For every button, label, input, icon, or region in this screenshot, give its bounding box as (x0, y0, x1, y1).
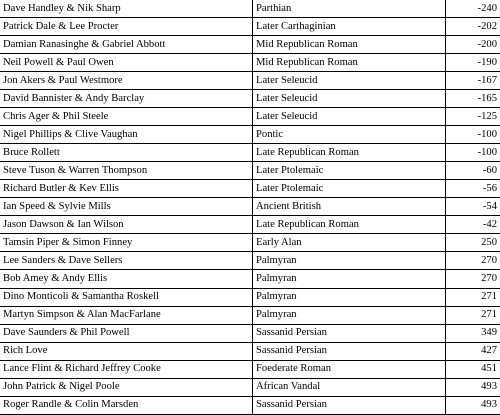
army-cell[interactable]: Palmyran (253, 306, 446, 324)
players-cell[interactable]: Rich Love (0, 342, 253, 360)
table-row (0, 36, 500, 54)
score-cell[interactable]: 270 (446, 252, 500, 270)
army-cell[interactable]: Mid Republican Roman (253, 54, 446, 72)
army-cell[interactable]: Mid Republican Roman (253, 36, 446, 54)
army-cell[interactable]: Ancient British (253, 198, 446, 216)
score-cell[interactable]: -165 (446, 90, 500, 108)
score-cell[interactable]: -42 (446, 216, 500, 234)
players-cell[interactable]: Neil Powell & Paul Owen (0, 54, 253, 72)
table-row (0, 216, 500, 234)
table-row (0, 144, 500, 162)
players-cell[interactable]: Roger Randle & Colin Marsden (0, 396, 253, 414)
table-row (0, 72, 500, 90)
score-cell[interactable]: 271 (446, 306, 500, 324)
army-cell[interactable]: Later Ptolemaic (253, 180, 446, 198)
table-row (0, 18, 500, 36)
army-cell[interactable]: Foederate Roman (253, 360, 446, 378)
army-cell[interactable]: Later Seleucid (253, 108, 446, 126)
players-cell[interactable]: Dave Handley & Nik Sharp (0, 0, 253, 18)
table-row (0, 162, 500, 180)
score-cell[interactable]: -54 (446, 198, 500, 216)
table-row (0, 0, 500, 18)
table-row (0, 108, 500, 126)
score-cell[interactable]: 451 (446, 360, 500, 378)
score-cell[interactable]: -167 (446, 72, 500, 90)
score-cell[interactable]: -60 (446, 162, 500, 180)
table-row (0, 234, 500, 252)
table-row (0, 306, 500, 324)
players-cell[interactable]: Nigel Phillips & Clive Vaughan (0, 126, 253, 144)
score-cell[interactable]: -100 (446, 144, 500, 162)
score-cell[interactable]: 271 (446, 288, 500, 306)
table-row (0, 360, 500, 378)
army-cell[interactable]: Later Seleucid (253, 90, 446, 108)
players-cell[interactable]: Tamsin Piper & Simon Finney (0, 234, 253, 252)
army-cell[interactable]: Palmyran (253, 270, 446, 288)
score-cell[interactable]: -202 (446, 18, 500, 36)
table-row (0, 270, 500, 288)
players-cell[interactable]: Jon Akers & Paul Westmore (0, 72, 253, 90)
army-cell[interactable]: Later Seleucid (253, 72, 446, 90)
table-row (0, 342, 500, 360)
players-cell[interactable]: Bob Amey & Andy Ellis (0, 270, 253, 288)
table-row (0, 288, 500, 306)
table-row (0, 90, 500, 108)
score-cell[interactable]: 493 (446, 396, 500, 414)
army-cell[interactable]: Later Ptolemaic (253, 162, 446, 180)
players-cell[interactable]: Richard Butler & Kev Ellis (0, 180, 253, 198)
players-cell[interactable]: Lance Flint & Richard Jeffrey Cooke (0, 360, 253, 378)
score-cell[interactable]: 349 (446, 324, 500, 342)
score-cell[interactable]: -240 (446, 0, 500, 18)
table-row (0, 324, 500, 342)
army-cell[interactable]: Late Republican Roman (253, 216, 446, 234)
score-cell[interactable]: 427 (446, 342, 500, 360)
players-cell[interactable]: Lee Sanders & Dave Sellers (0, 252, 253, 270)
table-row (0, 54, 500, 72)
table-row (0, 252, 500, 270)
players-cell[interactable]: David Bannister & Andy Barclay (0, 90, 253, 108)
players-cell[interactable]: Bruce Rollett (0, 144, 253, 162)
table-row (0, 396, 500, 414)
army-cell[interactable]: Parthian (253, 0, 446, 18)
army-cell[interactable]: Palmyran (253, 252, 446, 270)
army-cell[interactable]: Sassanid Persian (253, 396, 446, 414)
players-cell[interactable]: Steve Tuson & Warren Thompson (0, 162, 253, 180)
score-cell[interactable]: 270 (446, 270, 500, 288)
players-cell[interactable]: Dave Saunders & Phil Powell (0, 324, 253, 342)
army-cell[interactable]: Early Alan (253, 234, 446, 252)
score-cell[interactable]: 493 (446, 378, 500, 396)
army-cell[interactable]: Late Republican Roman (253, 144, 446, 162)
score-cell[interactable]: -100 (446, 126, 500, 144)
players-cell[interactable]: Martyn Simpson & Alan MacFarlane (0, 306, 253, 324)
players-cell[interactable]: Chris Ager & Phil Steele (0, 108, 253, 126)
table-row (0, 126, 500, 144)
score-cell[interactable]: -56 (446, 180, 500, 198)
score-cell[interactable]: -190 (446, 54, 500, 72)
army-cell[interactable]: Pontic (253, 126, 446, 144)
table-row (0, 378, 500, 396)
table-row (0, 180, 500, 198)
players-cell[interactable]: Damian Ranasinghe & Gabriel Abbott (0, 36, 253, 54)
army-cell[interactable]: Palmyran (253, 288, 446, 306)
army-cell[interactable]: African Vandal (253, 378, 446, 396)
score-cell[interactable]: 250 (446, 234, 500, 252)
score-cell[interactable]: -125 (446, 108, 500, 126)
army-cell[interactable]: Later Carthaginian (253, 18, 446, 36)
army-cell[interactable]: Sassanid Persian (253, 324, 446, 342)
players-cell[interactable]: Dino Monticoli & Samantha Roskell (0, 288, 253, 306)
table-row (0, 198, 500, 216)
army-cell[interactable]: Sassanid Persian (253, 342, 446, 360)
players-cell[interactable]: Patrick Dale & Lee Procter (0, 18, 253, 36)
players-cell[interactable]: Jason Dawson & Ian Wilson (0, 216, 253, 234)
players-cell[interactable]: John Patrick & Nigel Poole (0, 378, 253, 396)
score-cell[interactable]: -200 (446, 36, 500, 54)
players-cell[interactable]: Ian Speed & Sylvie Mills (0, 198, 253, 216)
